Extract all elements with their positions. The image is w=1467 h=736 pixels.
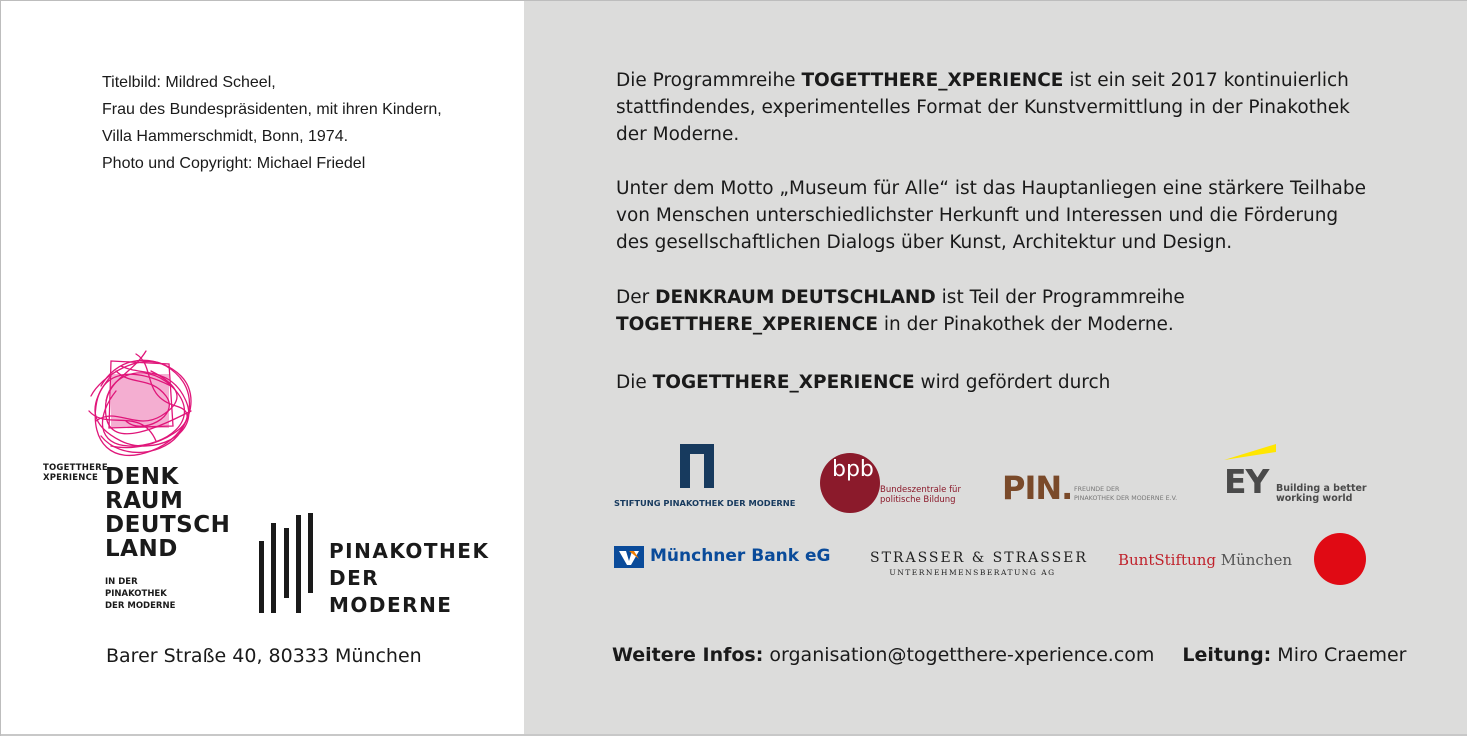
bpb-logo — [820, 453, 970, 515]
paragraph-sponsors-intro — [616, 369, 1110, 396]
paragraph-denkraum — [616, 284, 1185, 338]
tag-line: TOGETTHERE — [43, 463, 108, 473]
footer-info — [612, 644, 1406, 666]
caption-line: Villa Hammerschmidt, Bonn, 1974. — [102, 128, 349, 145]
info-email[interactable]: organisation@togetthere-xperience.com — [763, 644, 1155, 666]
text-span: ist Teil der Programmreihe — [935, 287, 1185, 308]
pin-freunde-logo — [1002, 469, 1197, 509]
togetthere-tag — [43, 463, 108, 483]
buntstiftung-grey: München — [1215, 551, 1293, 569]
text-span: Die Programmreihe — [616, 70, 802, 91]
strasser-logo — [870, 550, 1088, 584]
denkraum-subtitle-line: PINAKOTHEK — [105, 589, 167, 599]
denkraum-title-line: LAND — [105, 536, 178, 562]
pin-name — [1074, 485, 1177, 503]
ey-logo — [1224, 442, 1367, 508]
bpb-name — [880, 485, 961, 505]
caption-line: Photo und Copyright: Michael Friedel — [102, 155, 366, 172]
caption-line: Frau des Bundespräsidenten, mit ihren Kindern, — [102, 101, 442, 118]
denkraum-subtitle — [105, 576, 175, 612]
paragraph-motto — [616, 175, 1366, 256]
program-name: TOGETTHERE_XPERIENCE — [616, 314, 879, 335]
muenchner-bank-logo — [614, 546, 829, 570]
pin-line: PINAKOTHEK DER MODERNE E.V. — [1074, 495, 1178, 502]
stiftung-pinakothek-logo — [614, 442, 794, 506]
denkraum-title-line: DENK — [105, 464, 179, 490]
ey-mark: EY — [1224, 462, 1269, 501]
buntstiftung-logo — [1118, 529, 1378, 589]
red-dot-icon — [1310, 529, 1370, 589]
pinakothek-name — [329, 538, 489, 619]
tag-line: XPERIENCE — [43, 473, 99, 483]
lead-label: Leitung: — [1182, 644, 1272, 666]
pinakothek-line: DER — [329, 566, 380, 590]
denkraum-scribble-logo — [81, 346, 199, 464]
buntstiftung-red: BuntStiftung — [1118, 551, 1216, 569]
buntstiftung-label — [1118, 551, 1292, 569]
paragraph-intro — [616, 67, 1350, 148]
denkraum-title-line: RAUM — [105, 488, 184, 514]
denkraum-title — [105, 465, 230, 561]
program-name: TOGETTHERE_XPERIENCE — [801, 70, 1064, 91]
denkraum-title-line: DEUTSCH — [105, 512, 231, 538]
address: Barer Straße 40, 80333 München — [106, 645, 422, 667]
pin-line: FREUNDE DER — [1074, 486, 1120, 493]
photo-caption — [102, 69, 442, 177]
stiftung-mark-icon — [614, 442, 794, 490]
text-line: Unter dem Motto „Museum für Alle“ ist das Hauptanliegen eine stärkere Teilhabe — [616, 178, 1367, 199]
program-name: TOGETTHERE_XPERIENCE — [652, 372, 915, 393]
lead-name: Miro Craemer — [1271, 644, 1407, 666]
pinakothek-bars-logo — [259, 513, 314, 613]
strasser-name: STRASSER & STRASSER — [870, 550, 1088, 566]
denkraum-name: DENKRAUM DEUTSCHLAND — [655, 287, 936, 308]
bpb-line: Bundeszentrale für — [880, 485, 961, 495]
pinakothek-line: PINAKOTHEK — [329, 539, 490, 563]
text-span: in der Pinakothek der Moderne. — [878, 314, 1174, 335]
ey-beam-icon — [1224, 442, 1284, 464]
ey-line: working world — [1276, 493, 1353, 504]
volksbank-icon — [614, 546, 644, 568]
text-span: Der — [616, 287, 656, 308]
left-panel — [1, 1, 524, 736]
muenchner-bank-label: Münchner Bank eG — [650, 546, 831, 566]
ey-tagline — [1276, 484, 1367, 504]
pin-mark: PIN. — [1002, 469, 1073, 507]
info-label: Weitere Infos: — [612, 644, 764, 666]
bpb-line: politische Bildung — [880, 495, 956, 505]
ey-line: Building a better — [1276, 483, 1367, 494]
text-span: Die — [616, 372, 653, 393]
denkraum-subtitle-line: IN DER — [105, 577, 138, 587]
pinakothek-line: MODERNE — [329, 593, 453, 617]
stiftung-label: STIFTUNG PINAKOTHEK DER MODERNE — [614, 498, 796, 508]
text-line: der Moderne. — [616, 124, 740, 145]
bpb-mark: bpb — [832, 457, 874, 482]
caption-line: Titelbild: Mildred Scheel, — [102, 74, 276, 91]
right-panel — [524, 1, 1467, 736]
text-line: von Menschen unterschiedlichster Herkunft und Interessen und die Förderung — [616, 205, 1339, 226]
text-span: wird gefördert durch — [914, 372, 1111, 393]
strasser-sub: UNTERNEHMENSBERATUNG AG — [889, 568, 1056, 577]
text-span: ist ein seit 2017 kontinuierlich — [1063, 70, 1349, 91]
text-line: des gesellschaftlichen Dialogs über Kunst, Architektur und Design. — [616, 232, 1233, 253]
denkraum-subtitle-line: DER MODERNE — [105, 601, 176, 611]
text-line: stattfindendes, experimentelles Format der Kunstvermittlung in der Pinakothek — [616, 97, 1350, 118]
